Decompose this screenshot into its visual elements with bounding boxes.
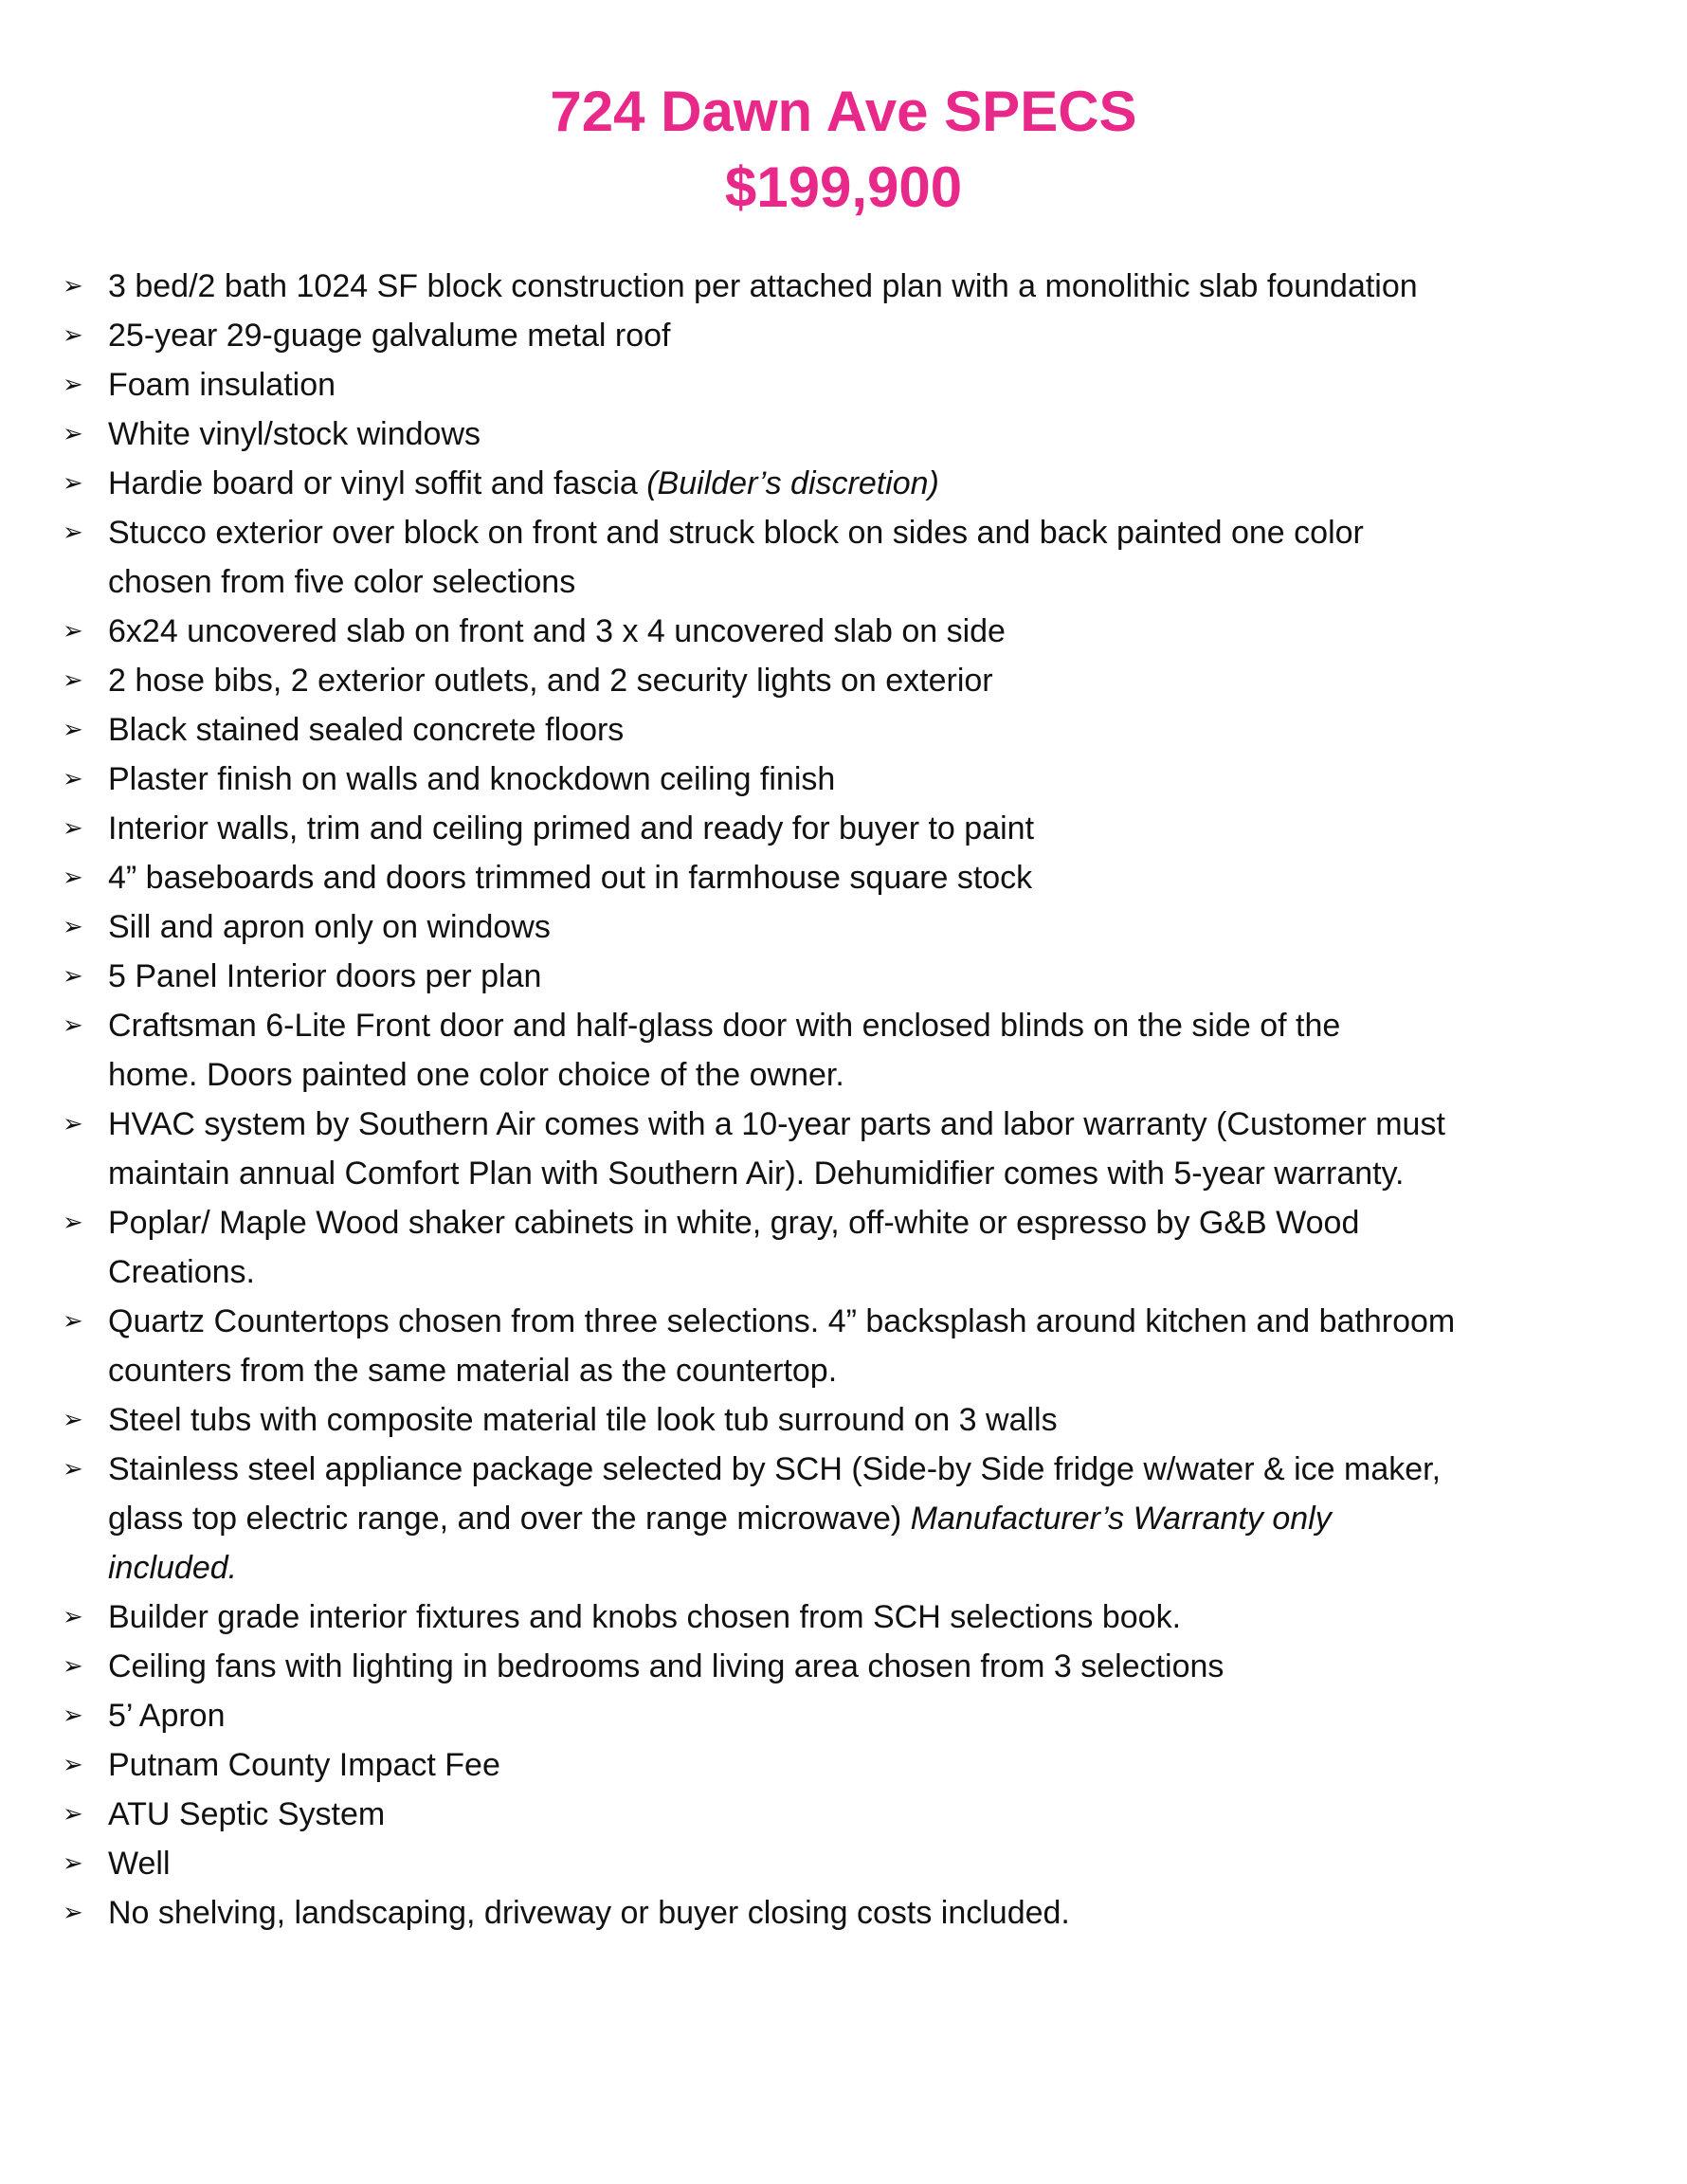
spec-text-line <box>108 262 1418 311</box>
spec-text-segment: 6x24 uncovered slab on front and 3 x 4 uncovered slab on side <box>108 613 1006 649</box>
arrowhead-bullet-icon: ➢ <box>63 1899 83 1927</box>
spec-item <box>63 410 1664 459</box>
arrowhead-bullet-icon: ➢ <box>63 1603 83 1631</box>
spec-text <box>108 311 670 360</box>
spec-text-segment: Stainless steel appliance package selected by SCH (Side-by Side fridge w/water & ice maker, <box>108 1451 1442 1487</box>
arrowhead-bullet-icon: ➢ <box>63 1307 83 1336</box>
spec-text <box>108 1198 1359 1297</box>
arrowhead-bullet-icon: ➢ <box>63 1800 83 1829</box>
spec-text-line <box>108 1888 1070 1938</box>
spec-text <box>108 1445 1441 1592</box>
spec-item <box>63 262 1664 311</box>
spec-text-line <box>108 410 481 459</box>
spec-text-line <box>108 853 1032 902</box>
arrowhead-bullet-icon: ➢ <box>63 814 83 843</box>
spec-text-segment: glass top electric range, and over the range microwave) <box>108 1501 911 1537</box>
spec-text-line <box>108 1543 1441 1592</box>
spec-text-line <box>108 656 993 705</box>
spec-item <box>63 755 1664 804</box>
spec-text-line <box>108 1001 1340 1050</box>
spec-text-line <box>108 360 336 410</box>
spec-text <box>108 459 939 508</box>
spec-item <box>63 1839 1664 1888</box>
spec-text <box>108 1395 1058 1445</box>
spec-text-segment: 4” baseboards and doors trimmed out in farmhouse square stock <box>108 860 1033 896</box>
arrowhead-bullet-icon: ➢ <box>63 864 83 892</box>
spec-item <box>63 1395 1664 1445</box>
spec-item <box>63 952 1664 1001</box>
spec-text <box>108 1592 1181 1642</box>
spec-list <box>63 262 1664 1938</box>
spec-text <box>108 804 1034 853</box>
arrowhead-bullet-icon: ➢ <box>63 1110 83 1138</box>
arrowhead-bullet-icon: ➢ <box>63 469 83 498</box>
arrowhead-bullet-icon: ➢ <box>63 420 83 448</box>
spec-text-segment: Black stained sealed concrete floors <box>108 712 625 748</box>
spec-text-segment: chosen from five color selections <box>108 564 576 600</box>
spec-text <box>108 262 1418 311</box>
spec-text-line <box>108 1790 385 1839</box>
spec-text-segment: ATU Septic System <box>108 1796 386 1832</box>
spec-text <box>108 1100 1445 1198</box>
arrowhead-bullet-icon: ➢ <box>63 1406 83 1434</box>
arrowhead-bullet-icon: ➢ <box>63 1455 83 1483</box>
spec-text-line <box>108 1691 226 1740</box>
spec-text-segment: 3 bed/2 bath 1024 SF block construction per attached plan with a monolithic slab foundation <box>108 268 1418 304</box>
spec-text <box>108 360 336 410</box>
spec-text-segment: Quartz Countertops chosen from three selections. 4” backsplash around kitchen and bathroom <box>108 1303 1456 1339</box>
spec-item <box>63 902 1664 952</box>
spec-text-line <box>108 952 541 1001</box>
spec-text-segment: White vinyl/stock windows <box>108 416 481 452</box>
spec-text-line <box>108 705 624 755</box>
spec-text <box>108 508 1364 607</box>
spec-text-segment: Well <box>108 1846 171 1882</box>
spec-item <box>63 853 1664 902</box>
spec-text-line <box>108 508 1364 557</box>
spec-text <box>108 755 835 804</box>
arrowhead-bullet-icon: ➢ <box>63 716 83 744</box>
spec-text <box>108 705 624 755</box>
spec-text-line <box>108 1346 1455 1395</box>
spec-text-segment: Foam insulation <box>108 367 336 403</box>
spec-text-italic: included. <box>108 1550 238 1586</box>
spec-text-line <box>108 1592 1181 1642</box>
spec-text-line <box>108 557 1364 607</box>
arrowhead-bullet-icon: ➢ <box>63 617 83 646</box>
spec-item <box>63 360 1664 410</box>
spec-text-line <box>108 1642 1224 1691</box>
spec-text-segment: Poplar/ Maple Wood shaker cabinets in white, gray, off-white or espresso by G&B Wood <box>108 1205 1360 1241</box>
spec-item <box>63 1297 1664 1395</box>
spec-text-line <box>108 1494 1441 1543</box>
spec-item <box>63 656 1664 705</box>
spec-item <box>63 311 1664 360</box>
spec-text-line <box>108 1297 1455 1346</box>
spec-text-segment: 5’ Apron <box>108 1698 226 1734</box>
spec-text-segment: Hardie board or vinyl soffit and fascia <box>108 465 647 501</box>
spec-text <box>108 902 551 952</box>
spec-text-segment: Creations. <box>108 1254 255 1290</box>
arrowhead-bullet-icon: ➢ <box>63 962 83 991</box>
spec-text-segment: No shelving, landscaping, driveway or buyer closing costs included. <box>108 1895 1070 1931</box>
arrowhead-bullet-icon: ➢ <box>63 1849 83 1878</box>
spec-text <box>108 1790 385 1839</box>
spec-text-segment: Plaster finish on walls and knockdown ceiling finish <box>108 761 836 797</box>
spec-item <box>63 1691 1664 1740</box>
price: $199,900 <box>724 155 963 219</box>
spec-item <box>63 459 1664 508</box>
arrowhead-bullet-icon: ➢ <box>63 765 83 793</box>
spec-item <box>63 804 1664 853</box>
arrowhead-bullet-icon: ➢ <box>63 321 83 350</box>
arrowhead-bullet-icon: ➢ <box>63 371 83 399</box>
spec-text <box>108 1839 171 1888</box>
spec-item <box>63 607 1664 656</box>
spec-text <box>108 1691 226 1740</box>
spec-text-line <box>108 804 1034 853</box>
spec-text-italic: Manufacturer’s Warranty only <box>910 1501 1332 1537</box>
spec-item <box>63 1888 1664 1938</box>
spec-text-segment: Ceiling fans with lighting in bedrooms and living area chosen from 3 selections <box>108 1648 1224 1684</box>
spec-text-line <box>108 459 939 508</box>
spec-text-segment: 5 Panel Interior doors per plan <box>108 958 542 994</box>
spec-text-line <box>108 311 670 360</box>
arrowhead-bullet-icon: ➢ <box>63 913 83 941</box>
spec-item <box>63 1592 1664 1642</box>
spec-text <box>108 1888 1070 1938</box>
spec-item <box>63 1642 1664 1691</box>
spec-text <box>108 607 1006 656</box>
spec-text-segment: 25-year 29-guage galvalume metal roof <box>108 318 671 354</box>
arrowhead-bullet-icon: ➢ <box>63 1209 83 1237</box>
spec-text-line <box>108 1395 1058 1445</box>
arrowhead-bullet-icon: ➢ <box>63 666 83 695</box>
spec-text-line <box>108 1198 1359 1247</box>
arrowhead-bullet-icon: ➢ <box>63 1751 83 1779</box>
arrowhead-bullet-icon: ➢ <box>63 1011 83 1040</box>
arrowhead-bullet-icon: ➢ <box>63 1652 83 1681</box>
arrowhead-bullet-icon: ➢ <box>63 1702 83 1730</box>
spec-text-line <box>108 1740 500 1790</box>
spec-item <box>63 1445 1664 1592</box>
spec-item <box>63 1198 1664 1297</box>
spec-text-italic: (Builder’s discretion) <box>646 465 939 501</box>
spec-text-line <box>108 1100 1445 1149</box>
spec-item <box>63 508 1664 607</box>
spec-text-line <box>108 1149 1445 1198</box>
spec-text-segment: 2 hose bibs, 2 exterior outlets, and 2 security lights on exterior <box>108 663 993 699</box>
spec-text-line <box>108 1247 1359 1297</box>
spec-text <box>108 1740 500 1790</box>
spec-text-segment: Interior walls, trim and ceiling primed and ready for buyer to paint <box>108 810 1035 846</box>
spec-text-segment: Putnam County Impact Fee <box>108 1747 500 1783</box>
spec-text <box>108 656 993 705</box>
spec-text-segment: counters from the same material as the countertop. <box>108 1353 838 1389</box>
spec-text-segment: Stucco exterior over block on front and struck block on sides and back painted one color <box>108 515 1364 551</box>
spec-text-segment: home. Doors painted one color choice of the owner. <box>108 1057 844 1093</box>
spec-text-segment: HVAC system by Southern Air comes with a 10-year parts and labor warranty (Customer must <box>108 1106 1445 1142</box>
spec-item <box>63 705 1664 755</box>
spec-text-segment: Sill and apron only on windows <box>108 909 551 945</box>
header <box>0 74 1687 226</box>
spec-text <box>108 952 541 1001</box>
spec-text-segment: Steel tubs with composite material tile look tub surround on 3 walls <box>108 1402 1058 1438</box>
spec-text-line <box>108 1445 1441 1494</box>
arrowhead-bullet-icon: ➢ <box>63 272 83 300</box>
spec-text-line <box>108 902 551 952</box>
spec-text-line <box>108 755 835 804</box>
spec-text-segment: Builder grade interior fixtures and knobs chosen from SCH selections book. <box>108 1599 1182 1635</box>
spec-text-segment: Craftsman 6-Lite Front door and half-glass door with enclosed blinds on the side of the <box>108 1008 1341 1044</box>
spec-text-segment: maintain annual Comfort Plan with Southern Air). Dehumidifier comes with 5-year warranty. <box>108 1156 1405 1192</box>
spec-item <box>63 1740 1664 1790</box>
spec-text <box>108 1642 1224 1691</box>
spec-text <box>108 1297 1455 1395</box>
spec-text <box>108 1001 1340 1100</box>
spec-item <box>63 1100 1664 1198</box>
spec-text <box>108 410 481 459</box>
spec-text-line <box>108 1050 1340 1100</box>
spec-item <box>63 1001 1664 1100</box>
spec-text-line <box>108 607 1006 656</box>
spec-text-line <box>108 1839 171 1888</box>
page-title: 724 Dawn Ave SPECS <box>550 80 1137 143</box>
spec-text <box>108 853 1032 902</box>
arrowhead-bullet-icon: ➢ <box>63 519 83 547</box>
spec-item <box>63 1790 1664 1839</box>
